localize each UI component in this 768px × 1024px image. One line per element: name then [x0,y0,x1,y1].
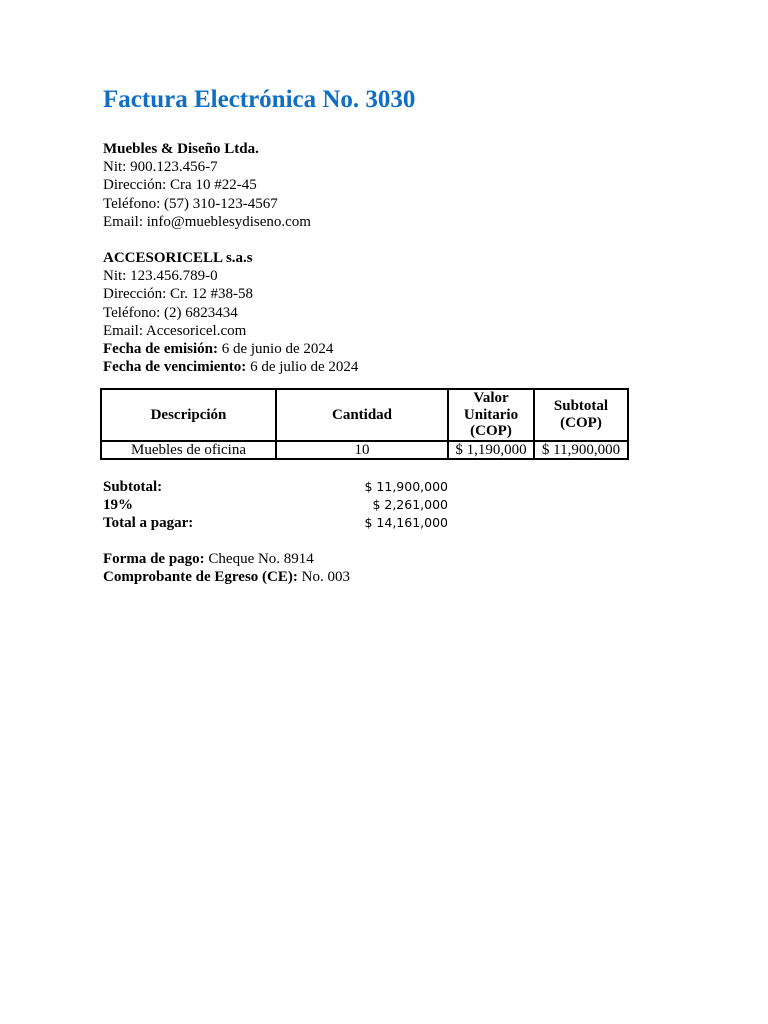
seller-email: Email: info@mueblesydiseno.com [103,213,311,230]
buyer-phone: Teléfono: (2) 6823434 [103,304,238,321]
header-description: Descripción [101,389,276,441]
table-header-row [101,389,628,441]
seller-phone: Teléfono: (57) 310-123-4567 [103,195,278,212]
seller-block [103,140,663,231]
seller-name: Muebles & Diseño Ltda. [103,141,259,157]
buyer-name: ACCESORICELL s.a.s [103,249,253,266]
subtotal-row [103,478,448,496]
payment-voucher-value: No. 003 [297,569,350,586]
header-subtotal-line-1: Subtotal [553,398,609,415]
seller-nit: Nit: 900.123.456-7 [103,159,218,176]
payment-voucher-label: Comprobante de Egreso (CE): [103,569,298,586]
items-table [100,388,629,460]
table-row [101,441,628,460]
totals-block [103,478,448,533]
issue-date [103,340,663,358]
row-description: Muebles de oficina [101,441,276,460]
seller-address: Dirección: Cra 10 #22-45 [103,177,257,194]
invoice-title: Factura Electrónica No. 3030 [103,86,416,113]
payment-voucher [103,568,350,586]
header-subtotal [534,389,628,441]
header-subtotal-line-2: (COP) [560,414,602,431]
row-unit-price: $ 1,190,000 [448,441,534,460]
row-subtotal: $ 11,900,000 [534,441,628,460]
buyer-email: Email: Accesoricel.com [103,322,247,339]
payment-method [103,550,350,568]
subtotal-label: Subtotal: [103,479,163,495]
payment-method-value: Cheque No. 8914 [204,551,314,567]
issue-date-value: 6 de junio de 2024 [217,340,334,357]
total-label: Total a pagar: [103,515,194,532]
total-row [103,514,448,532]
due-date-label: Fecha de vencimiento: [103,359,247,376]
header-quantity: Cantidad [276,389,448,441]
invoice-page [103,84,663,586]
row-quantity: 10 [276,441,448,460]
header-unit-price-line-1: Valor [473,390,509,406]
payment-block [103,550,350,586]
header-unit-price [448,389,534,441]
due-date [103,358,663,376]
due-date-value: 6 de julio de 2024 [246,359,359,376]
buyer-nit: Nit: 123.456.789-0 [103,268,218,285]
header-unit-price-line-2: Unitario [463,406,519,423]
buyer-block [103,249,663,376]
subtotal-value: $ 11,900,000 [364,479,448,494]
buyer-address: Dirección: Cr. 12 #38-58 [103,286,253,303]
tax-row [103,496,448,514]
header-unit-price-line-3: (COP) [470,423,512,439]
tax-value: $ 2,261,000 [372,497,448,513]
payment-method-label: Forma de pago: [103,551,205,567]
total-value: $ 14,161,000 [364,515,448,531]
issue-date-label: Fecha de emisión: [103,340,218,357]
tax-label: 19% [103,497,133,514]
